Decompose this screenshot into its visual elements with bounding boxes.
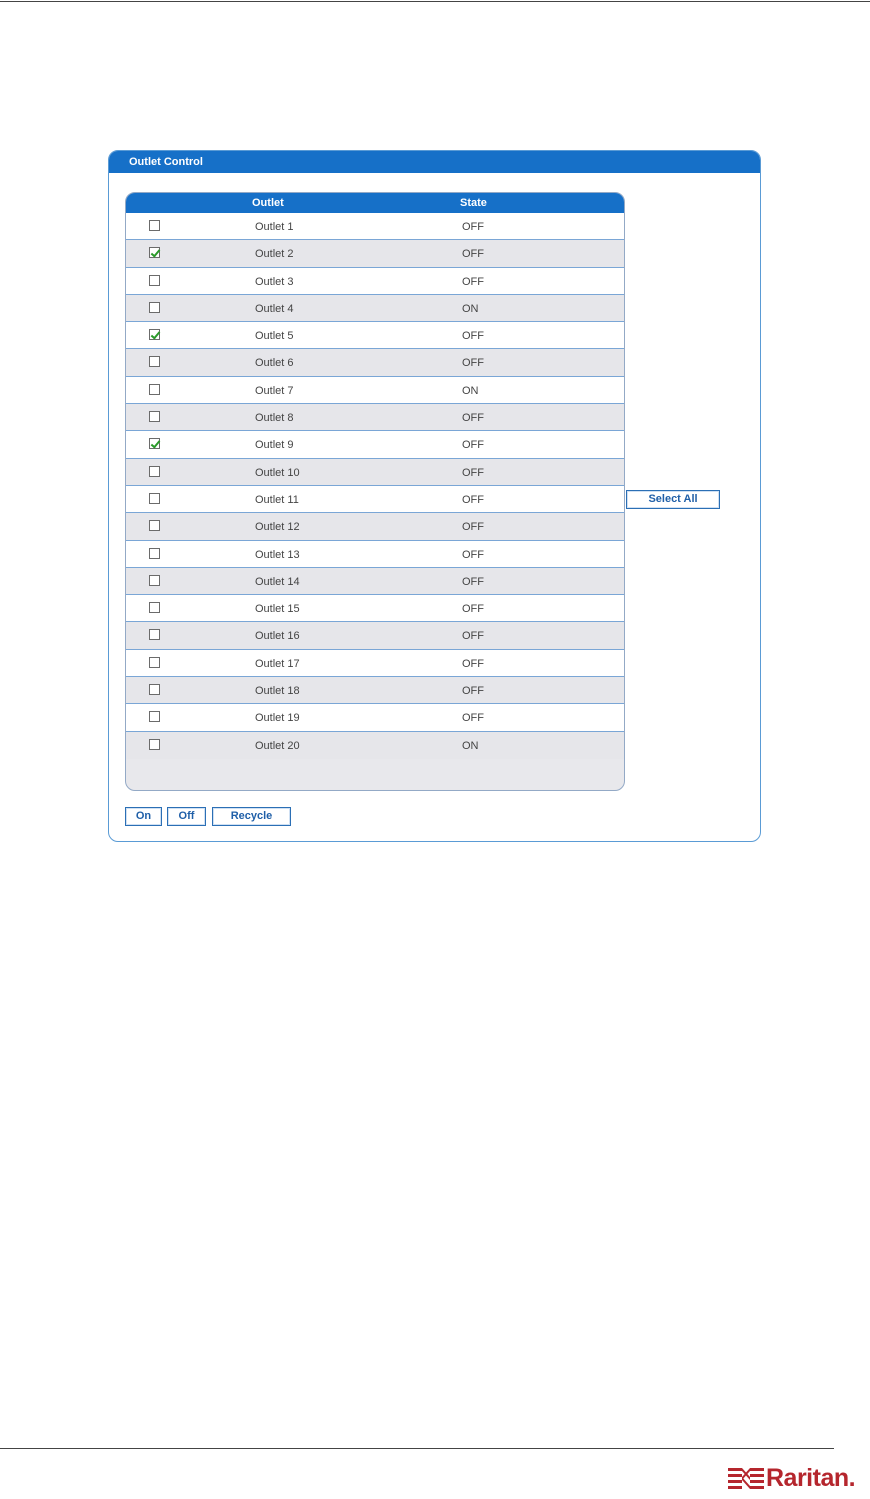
table-row <box>126 595 624 622</box>
outlet-checkbox[interactable] <box>149 302 160 313</box>
logo-text: Raritan. <box>766 1463 856 1492</box>
outlet-checkbox[interactable] <box>149 548 160 559</box>
outlet-name: Outlet 10 <box>255 466 300 479</box>
outlet-name: Outlet 9 <box>255 439 294 452</box>
outlet-checkbox[interactable] <box>149 711 160 722</box>
table-header <box>126 193 624 213</box>
outlet-control-panel <box>108 150 761 842</box>
outlet-state: OFF <box>462 603 484 616</box>
outlet-state: OFF <box>462 275 484 288</box>
table-row <box>126 650 624 677</box>
outlet-checkbox[interactable] <box>149 275 160 286</box>
table-row <box>126 377 624 404</box>
outlet-name: Outlet 19 <box>255 712 300 725</box>
table-row <box>126 240 624 267</box>
table-row <box>126 704 624 731</box>
outlet-state: OFF <box>462 493 484 506</box>
outlet-checkbox[interactable] <box>149 575 160 586</box>
outlet-name: Outlet 17 <box>255 657 300 670</box>
raritan-logo <box>728 1463 855 1493</box>
outlet-state: OFF <box>462 548 484 561</box>
column-header-outlet: Outlet <box>252 197 284 209</box>
outlet-checkbox[interactable] <box>149 602 160 613</box>
outlet-name: Outlet 15 <box>255 603 300 616</box>
table-row <box>126 513 624 540</box>
outlet-checkbox[interactable] <box>149 493 160 504</box>
table-row <box>126 677 624 704</box>
outlet-name: Outlet 13 <box>255 548 300 561</box>
outlet-state: OFF <box>462 657 484 670</box>
outlet-state: OFF <box>462 685 484 698</box>
outlet-name: Outlet 16 <box>255 630 300 643</box>
table-row <box>126 459 624 486</box>
outlet-checkbox[interactable] <box>149 247 160 258</box>
table-row <box>126 568 624 595</box>
outlet-checkbox[interactable] <box>149 520 160 531</box>
outlet-checkbox[interactable] <box>149 411 160 422</box>
table-row <box>126 268 624 295</box>
raritan-logo-icon <box>728 1465 764 1491</box>
table-row <box>126 622 624 649</box>
outlet-name: Outlet 18 <box>255 685 300 698</box>
outlet-checkbox[interactable] <box>149 657 160 668</box>
table-row <box>126 732 624 759</box>
outlet-name: Outlet 6 <box>255 357 294 370</box>
outlet-checkbox[interactable] <box>149 466 160 477</box>
table-row <box>126 295 624 322</box>
top-divider <box>0 1 870 2</box>
outlet-name: Outlet 4 <box>255 302 294 315</box>
select-all-button[interactable]: Select All <box>626 490 720 509</box>
outlet-state: OFF <box>462 630 484 643</box>
outlet-name: Outlet 3 <box>255 275 294 288</box>
outlet-checkbox[interactable] <box>149 356 160 367</box>
table-row <box>126 486 624 513</box>
outlet-name: Outlet 12 <box>255 521 300 534</box>
outlet-state: OFF <box>462 221 484 233</box>
table-row <box>126 213 624 240</box>
panel-title: Outlet Control <box>109 151 760 173</box>
outlet-state: ON <box>462 302 479 315</box>
table-row <box>126 541 624 568</box>
outlet-state: OFF <box>462 712 484 725</box>
bottom-divider <box>0 1448 834 1449</box>
outlet-checkbox[interactable] <box>149 684 160 695</box>
outlet-state: OFF <box>462 248 484 261</box>
outlet-checkbox[interactable] <box>149 739 160 750</box>
outlet-state: OFF <box>462 412 484 425</box>
outlet-state: ON <box>462 384 479 397</box>
outlet-checkbox[interactable] <box>149 629 160 640</box>
outlet-table <box>125 192 625 791</box>
outlet-name: Outlet 2 <box>255 248 294 261</box>
outlet-name: Outlet 14 <box>255 575 300 588</box>
outlet-name: Outlet 1 <box>255 221 294 233</box>
outlet-state: OFF <box>462 466 484 479</box>
table-row <box>126 322 624 349</box>
table-body <box>126 213 624 759</box>
column-header-state: State <box>460 197 487 209</box>
outlet-name: Outlet 7 <box>255 384 294 397</box>
off-button[interactable]: Off <box>167 807 206 826</box>
outlet-checkbox[interactable] <box>149 220 160 231</box>
table-row <box>126 431 624 458</box>
outlet-state: OFF <box>462 575 484 588</box>
recycle-button[interactable]: Recycle <box>212 807 291 826</box>
outlet-name: Outlet 8 <box>255 412 294 425</box>
outlet-checkbox[interactable] <box>149 384 160 395</box>
table-row <box>126 349 624 376</box>
outlet-state: OFF <box>462 330 484 343</box>
outlet-name: Outlet 5 <box>255 330 294 343</box>
outlet-state: ON <box>462 739 479 752</box>
outlet-checkbox[interactable] <box>149 329 160 340</box>
on-button[interactable]: On <box>125 807 162 826</box>
table-row <box>126 404 624 431</box>
outlet-name: Outlet 20 <box>255 739 300 752</box>
outlet-checkbox[interactable] <box>149 438 160 449</box>
outlet-state: OFF <box>462 357 484 370</box>
outlet-state: OFF <box>462 439 484 452</box>
outlet-state: OFF <box>462 521 484 534</box>
outlet-name: Outlet 11 <box>255 493 299 506</box>
